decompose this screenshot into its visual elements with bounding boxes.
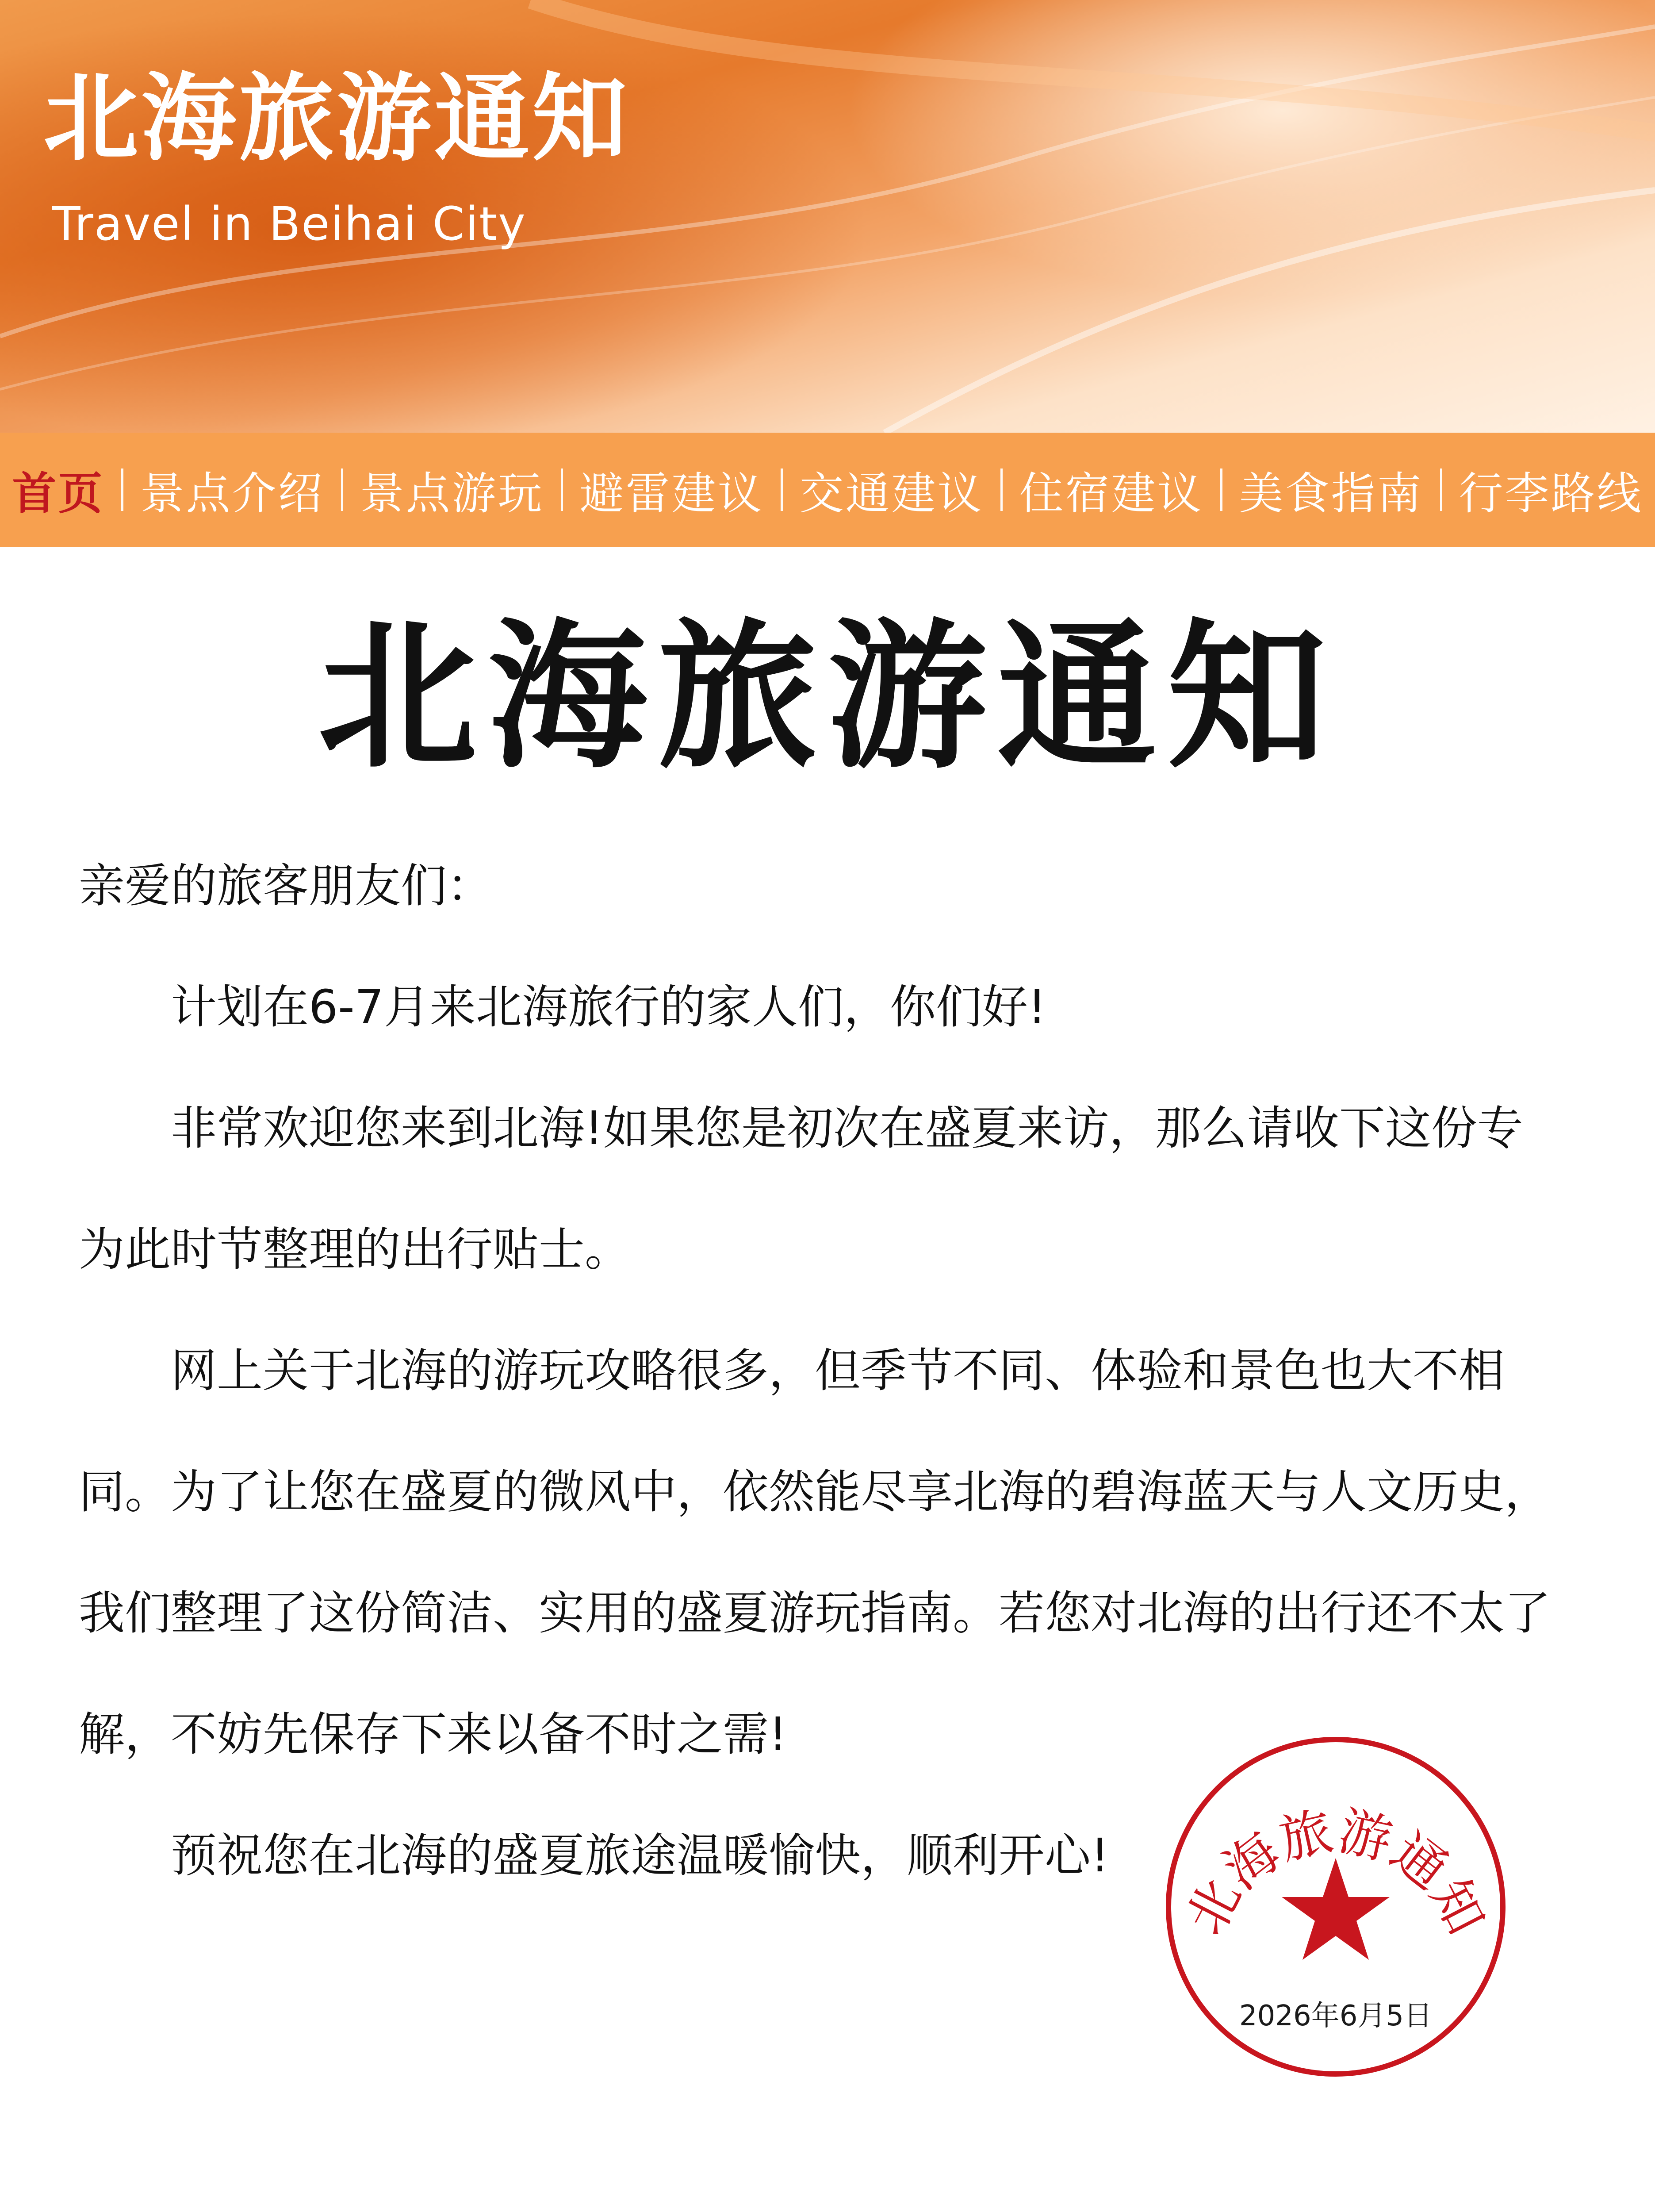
nav-item-pitfalls[interactable]: 避雷建议 [579,468,764,519]
nav-item-lodging[interactable]: 住宿建议 [1019,468,1203,519]
nav-divider [1440,469,1442,511]
paragraph: 计划在6-7月来北海旅行的家人们，你们好! [171,980,1046,1034]
seal-text: 北海旅游通知 [1174,1800,1497,1944]
official-seal [1159,1730,1513,2084]
nav-item-transport[interactable]: 交通建议 [799,468,984,519]
nav-divider [561,469,563,511]
paragraph: 非常欢迎您来到北海!如果您是初次在盛夏来访，那么请收下这份专为此时节整理的出行贴士。 [79,1101,1523,1276]
paragraph: 预祝您在北海的盛夏旅途温暖愉快，顺利开心! [171,1828,1109,1882]
seal-date: 2026年6月5日 [1239,2000,1433,2032]
star-icon [1282,1858,1390,1960]
page-title: 北海旅游通知 [318,604,1337,790]
nav-item-sightseeing[interactable]: 景点游玩 [360,468,544,519]
banner-subtitle: Travel in Beihai City [52,197,526,251]
nav-divider [1000,469,1003,511]
nav-item-luggage-route[interactable]: 行李路线 [1459,468,1643,519]
seal-graphic [1159,1730,1513,2084]
nav-divider [781,469,783,511]
greeting: 亲爱的旅客朋友们： [79,859,493,913]
nav-item-home[interactable]: 首页 [12,468,104,519]
paragraph: 网上关于北海的游玩攻略很多，但季节不同、体验和景色也大不相同。为了让您在盛夏的微风中，依然能尽享北海的碧海蓝天与人文历史，我们整理了这份简洁、实用的盛夏游玩指南。若您对北海的出行还不太了解，不妨先保存下来以备不时之需! [79,1344,1551,1761]
banner-title: 北海旅游通知 [43,63,630,174]
top-navigation [0,433,1655,547]
nav-item-food[interactable]: 美食指南 [1239,468,1423,519]
nav-divider [121,469,123,511]
nav-divider [1220,469,1222,511]
nav-divider [341,469,343,511]
header-banner [0,0,1655,433]
nav-item-attractions[interactable]: 景点介绍 [140,468,324,519]
